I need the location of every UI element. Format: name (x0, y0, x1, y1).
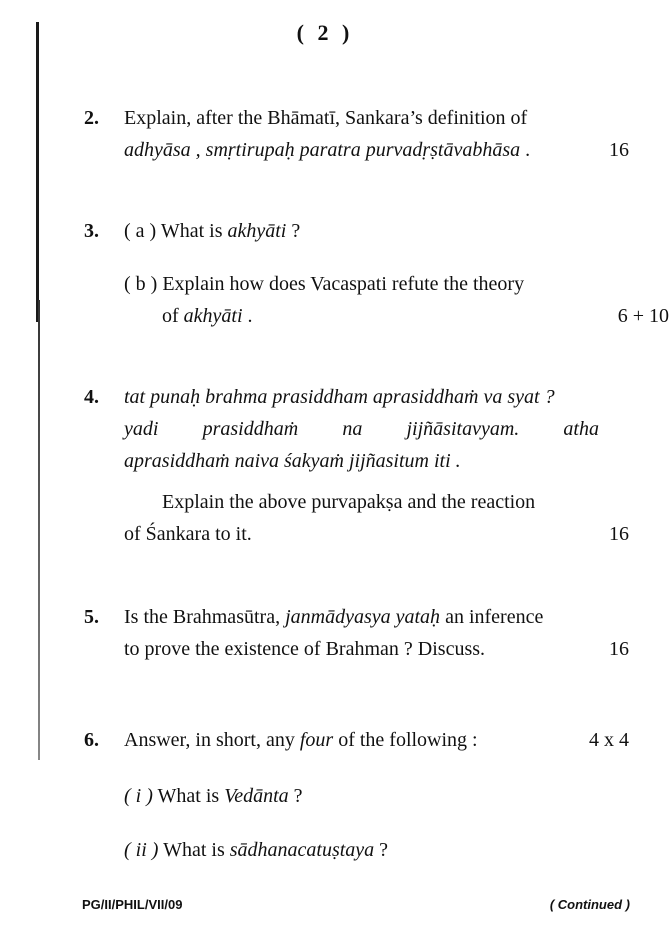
marks: 6 + 10 (617, 305, 669, 327)
question-number: 5. (84, 606, 99, 628)
page-number: ( 2 ) (296, 20, 354, 45)
sanskrit-text: adhyāsa , smṛtirupaḥ paratra purvadṛṣtāvabhāsa (124, 139, 521, 161)
continued-label: ( Continued ) (549, 897, 630, 912)
question-text: Explain, after the Bhāmatī, Sankara’s definition of (124, 107, 528, 129)
subquestion-label: ( b ) (124, 273, 158, 295)
question-number: 6. (84, 729, 99, 751)
question-number: 4. (84, 386, 99, 408)
question-text: Is the Brahmasūtra, janmādyasya yataḥ an inference (124, 606, 544, 628)
binding-edge-lower (38, 300, 40, 760)
marks: 16 (609, 523, 629, 545)
question-text-line2: to prove the existence of Brahman ? Discuss. 16 (124, 633, 629, 665)
subquestion-label: ( ii ) (124, 839, 159, 861)
question-number: 3. (84, 220, 99, 242)
question-text-line2: adhyāsa , smṛtirupaḥ paratra purvadṛṣtāvabhāsa . 16 (124, 134, 629, 166)
question-text: Explain the above purvapakṣa and the reaction (162, 491, 536, 513)
subquestion-b: ( b ) Explain how does Vacaspati refute the theory (124, 273, 525, 295)
subquestion-ii: ( ii ) What is sādhanacatuṣtaya ? (124, 839, 389, 861)
subquestion-label: ( i ) (124, 785, 153, 807)
paper-code: PG/II/PHIL/VII/09 (82, 897, 183, 912)
sanskrit-line-3: aprasiddhaṁ naiva śakyaṁ jijñasitum iti . (124, 450, 461, 472)
question-number: 2. (84, 107, 99, 129)
question-text-line2: of Śankara to it. 16 (124, 518, 629, 550)
sanskrit-line-2: yadi prasiddhaṁ na jijñāsitavyam. atha (124, 418, 599, 440)
binding-edge (36, 22, 39, 322)
subquestion-i: ( i ) What is Vedānta ? (124, 785, 303, 807)
marks: 4 x 4 (589, 729, 629, 751)
question-text: Answer, in short, any four of the following : 4 x 4 (124, 724, 629, 756)
marks: 16 (609, 139, 629, 161)
marks: 16 (609, 638, 629, 660)
subquestion-b-line2: of akhyāti . 6 + 10 (124, 300, 669, 332)
sanskrit-line-1: tat punaḥ brahma prasiddham aprasiddhaṁ va syat ? (124, 386, 555, 408)
subquestion-label: ( a ) (124, 220, 157, 242)
subquestion-a: ( a ) What is akhyāti ? (124, 220, 301, 242)
